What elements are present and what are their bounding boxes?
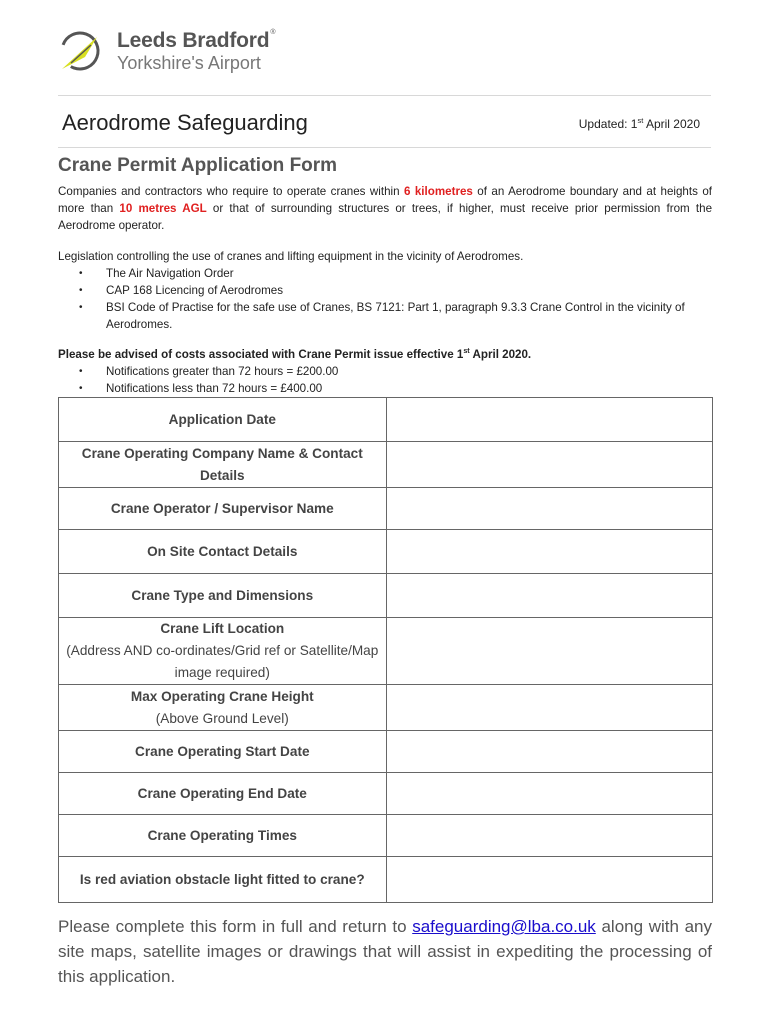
form-row-label-text: Application Date bbox=[168, 411, 276, 427]
form-row-input-cell[interactable] bbox=[386, 574, 712, 618]
header-divider-bottom bbox=[58, 147, 711, 148]
logo-subtitle: Yorkshire's Airport bbox=[117, 53, 261, 73]
plane-swoosh-icon bbox=[57, 27, 107, 77]
form-row-input-cell[interactable] bbox=[386, 685, 712, 731]
updated-date: Updated: 1st April 2020 bbox=[578, 116, 700, 131]
legislation-list-item: • The Air Navigation Order bbox=[58, 265, 712, 282]
form-row-label bbox=[59, 618, 387, 685]
form-row bbox=[59, 731, 713, 773]
form-row-label bbox=[59, 574, 387, 618]
form-row-input-cell[interactable] bbox=[386, 857, 712, 903]
footer-instructions: Please complete this form in full and return to safeguarding@lba.co.uk along with any site maps, satellite images or drawings that will assist in expediting the processing of this application. bbox=[58, 917, 713, 986]
form-row-input-cell[interactable] bbox=[386, 398, 712, 442]
email-link[interactable]: safeguarding@lba.co.uk bbox=[412, 917, 596, 936]
form-row-input-cell[interactable] bbox=[386, 731, 712, 773]
form-row-label bbox=[59, 530, 387, 574]
form-row-label-text: Crane Lift Location bbox=[160, 621, 285, 636]
form-row bbox=[59, 530, 713, 574]
form-row-input-cell[interactable] bbox=[386, 530, 712, 574]
highlight-distance: 6 kilometres bbox=[403, 185, 473, 198]
form-row-label bbox=[59, 488, 387, 530]
form-row bbox=[59, 815, 713, 857]
cost-list-item: • Notifications less than 72 hours = £400.00 bbox=[58, 380, 712, 397]
form-row-label bbox=[59, 815, 387, 857]
form-row-label bbox=[59, 731, 387, 773]
intro-paragraph: Companies and contractors who require to operate cranes within 6 kilometres of an Aerodrome boundary and at heights of more than 10 metres AGL or that of surrounding structures or trees, if higher, must receive prior permission from the Aerodrome operator. bbox=[58, 185, 713, 232]
form-row-label bbox=[59, 773, 387, 815]
form-row-input-cell[interactable] bbox=[386, 815, 712, 857]
form-row-input-cell[interactable] bbox=[386, 618, 712, 685]
form-row-label-text: Is red aviation obstacle light fitted to crane? bbox=[79, 871, 365, 887]
application-form-table bbox=[58, 397, 713, 903]
airport-logo bbox=[57, 27, 317, 77]
form-row-label-note: (Address AND co-ordinates/Grid ref or Satellite/Map image required) bbox=[66, 643, 379, 680]
form-row bbox=[59, 773, 713, 815]
form-title: Crane Permit Application Form bbox=[58, 155, 338, 176]
legislation-list-item: • BSI Code of Practise for the safe use of Cranes, BS 7121: Part 1, paragraph 9.3.3 Crane Control in the vicinity of Aerodromes. bbox=[58, 299, 712, 333]
form-row-input-cell[interactable] bbox=[386, 442, 712, 488]
form-row-label bbox=[59, 398, 387, 442]
legislation-heading: Legislation controlling the use of cranes and lifting equipment in the vicinity of Aerodromes. bbox=[58, 250, 524, 263]
form-row bbox=[59, 398, 713, 442]
form-row-label-text: Crane Operating Start Date bbox=[135, 743, 310, 759]
form-row-label bbox=[59, 685, 387, 731]
form-row-label-text: Crane Operator / Supervisor Name bbox=[110, 500, 334, 516]
form-row-label-note: (Above Ground Level) bbox=[155, 710, 289, 726]
legislation-list bbox=[58, 265, 712, 333]
costs-list bbox=[58, 363, 712, 397]
header-divider-top bbox=[58, 95, 711, 96]
highlight-height: 10 metres AGL bbox=[119, 202, 207, 215]
form-row-input-cell[interactable] bbox=[386, 488, 712, 530]
form-row bbox=[59, 857, 713, 903]
legislation-list-item: • CAP 168 Licencing of Aerodromes bbox=[58, 282, 712, 299]
form-row bbox=[59, 685, 713, 731]
form-row-label bbox=[59, 442, 387, 488]
form-row bbox=[59, 618, 713, 685]
costs-section bbox=[58, 346, 712, 397]
cost-list-item: • Notifications greater than 72 hours = £200.00 bbox=[58, 363, 712, 380]
legislation-section bbox=[58, 248, 712, 333]
document-title: Aerodrome Safeguarding bbox=[62, 110, 308, 135]
form-row-label-text: On Site Contact Details bbox=[147, 543, 298, 559]
form-row-input-cell[interactable] bbox=[386, 773, 712, 815]
form-row-label-text: Max Operating Crane Height bbox=[130, 688, 314, 704]
costs-heading: Please be advised of costs associated with Crane Permit issue effective 1st April 2020. bbox=[58, 346, 532, 361]
form-row bbox=[59, 442, 713, 488]
form-row-label-text: Crane Type and Dimensions bbox=[131, 587, 314, 603]
logo-name: Leeds Bradford® bbox=[117, 29, 276, 52]
form-row-label-text: Crane Operating Times bbox=[147, 827, 297, 843]
form-row bbox=[59, 574, 713, 618]
form-row bbox=[59, 488, 713, 530]
form-row-label bbox=[59, 857, 387, 903]
form-row-label-text: Crane Operating End Date bbox=[137, 785, 307, 801]
form-row-label-text: Crane Operating Company Name & Contact Details bbox=[81, 445, 363, 483]
